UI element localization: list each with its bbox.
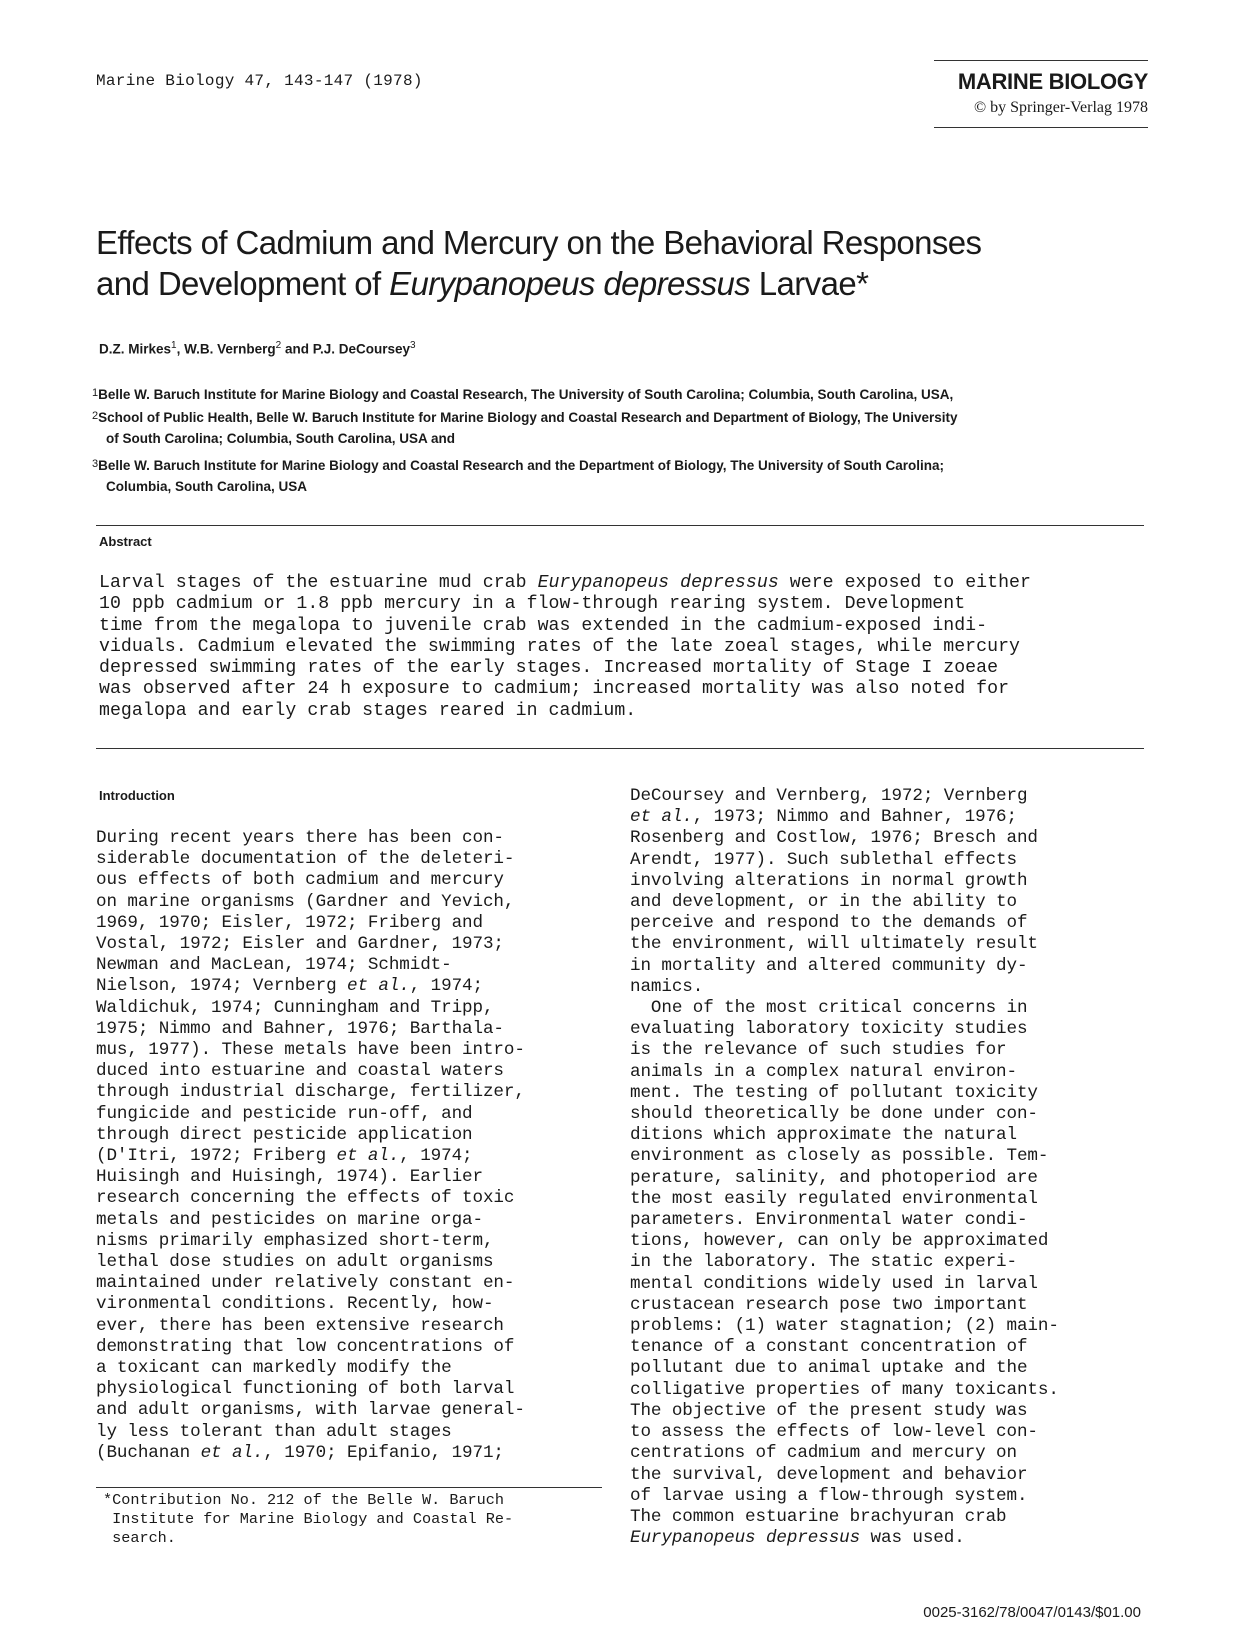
title-line-1: Effects of Cadmium and Mercury on the Behavioral Responses bbox=[96, 224, 982, 261]
author-name: and P.J. DeCoursey bbox=[281, 341, 410, 357]
body-text: was used. bbox=[860, 1528, 965, 1549]
copyright-notice: © by Springer-Verlag 1978 bbox=[973, 99, 1148, 116]
footnote: *Contribution No. 212 of the Belle W. Baruch Institute for Marine Biology and Coastal Re- search. bbox=[103, 1491, 514, 1547]
abstract-bottom-divider bbox=[96, 748, 1144, 749]
journal-masthead bbox=[934, 60, 1148, 128]
footnote-divider bbox=[96, 1487, 602, 1488]
affiliation-mark: 1 bbox=[92, 387, 99, 399]
et-al-italic: et al. bbox=[336, 1146, 400, 1167]
affiliation-mark: 2 bbox=[92, 410, 99, 422]
author-affiliation-mark: 2 bbox=[275, 340, 282, 351]
introduction-left-column bbox=[96, 828, 606, 1464]
et-al-italic: et al. bbox=[630, 807, 693, 828]
body-text: , 1973; Nimmo and Bahner, 1976; Rosenberg and Costlow, 1976; Bresch and Arendt, 1977). Such sublethal effects involving alterations in normal growth and development, or in the ability to perceive and respond to the demands of the environment, will ultimately result in mortality and altered community dy- namics. One of the most critical concerns in evaluating laboratory toxicity studies is the relevance of such studies for animals in a complex natural environ- ment. The testing of pollutant toxicity should theoretically be done under con- ditions which approximate the natural environment as closely as possible. Tem- perature, salinity, and photoperiod are the most easily regulated environmental parameters. Environmental water condi- tions, however, can only be approximated in the laboratory. The static experi- mental conditions widely used in larval crustacean research pose two important problems: (1) water stagnation; (2) main- tenance of a constant concentration of pollutant due to animal uptake and the colligative properties of many toxicants. The objective of the present study was to assess the effects of low-level con- centrations of cadmium and mercury on the survival, development and behavior of larvae using a flow-through system. The common estuarine brachyuran crab bbox=[630, 807, 1059, 1527]
paper-title bbox=[96, 222, 1096, 304]
abstract-text: 10 ppb cadmium or 1.8 ppb mercury in a flow-through rearing system. Development time from the megalopa to juvenile crab was extended in the cadmium-exposed indi- viduals. Cadmium elevated the swimming rates of the late zoeal stages, while mercury depressed swimming rates of the early stages. Increased mortality of Stage I zoeae was observed after 24 h exposure to cadmium; increased mortality was also noted for megalopa and early crab stages reared in cadmium. bbox=[99, 594, 1020, 721]
affiliation-mark: 3 bbox=[92, 458, 99, 470]
journal-name: MARINE BIOLOGY bbox=[957, 69, 1148, 94]
affiliation-3 bbox=[92, 454, 1072, 497]
affiliation-text: Columbia, South Carolina, USA bbox=[106, 479, 308, 494]
body-text: DeCoursey and Vernberg, 1972; Vernberg bbox=[630, 786, 1028, 806]
author-list bbox=[99, 340, 416, 357]
title-line-2-suffix: Larvae* bbox=[750, 265, 869, 302]
journal-citation: Marine Biology 47, 143-147 (1978) bbox=[96, 72, 423, 90]
affiliation-text: School of Public Health, Belle W. Baruch Institute for Marine Biology and Coastal Research and Department of Biology, The University bbox=[98, 410, 958, 425]
title-line-2-prefix: and Development of bbox=[96, 265, 390, 302]
body-text: , 1974; Huisingh and Huisingh, 1974). Earlier research concerning the effects of toxic metals and pesticides on marine orga- nisms primarily emphasized short-term, lethal dose studies on adult organisms maintained under relatively constant en- vironmental conditions. Recently, how- ever, there has been extensive research demonstrating that low concentrations of a toxicant can markedly modify the physiological functioning of both larval and adult organisms, with larvae general- ly less tolerant than adult stages (Buchanan bbox=[96, 1146, 525, 1463]
author-affiliation-mark: 1 bbox=[171, 340, 177, 351]
et-al-italic: et al. bbox=[200, 1442, 264, 1463]
introduction-right-column bbox=[630, 786, 1150, 1549]
affiliation-text: Belle W. Baruch Institute for Marine Biology and Coastal Research, The University of South Carolina; Columbia, South Carolina, USA, bbox=[98, 387, 954, 402]
affiliation-1 bbox=[92, 383, 1072, 405]
body-text: , 1974; Waldichuk, 1974; Cunningham and Tripp, 1975; Nimmo and Bahner, 1976; Barthala- mus, 1977). These metals have been intro- duced into estuarine and coastal waters through industrial discharge, fertilizer, fungicide and pesticide run-off, and through direct pesticide application (D'Itri, 1972; Friberg bbox=[96, 976, 525, 1167]
affiliation-text: of South Carolina; Columbia, South Carolina, USA and bbox=[106, 431, 456, 446]
author-name: D.Z. Mirkes bbox=[99, 341, 172, 357]
title-species: Eurypanopeus depressus bbox=[389, 265, 751, 302]
et-al-italic: et al. bbox=[347, 976, 410, 997]
body-text: During recent years there has been con- siderable documentation of the deleteri- ous effects of both cadmium and mercury on marine organisms (Gardner and Yevich, 1969, 1970; Eisler, 1972; Friberg and Vostal, 1972; Eisler and Gardner, 1973; Newman and MacLean, 1974; Schmidt- Nielson, 1974; Vernberg bbox=[96, 828, 515, 997]
price-code: 0025-3162/78/0047/0143/$01.00 bbox=[923, 1604, 1141, 1621]
species-italic: Eurypanopeus depressus bbox=[630, 1528, 861, 1549]
body-text: , 1970; Epifanio, 1971; bbox=[263, 1442, 504, 1463]
author-name: , W.B. Vernberg bbox=[176, 341, 276, 357]
abstract-body bbox=[99, 573, 1149, 722]
introduction-heading: Introduction bbox=[99, 788, 175, 803]
abstract-text: were exposed to either bbox=[778, 573, 1031, 593]
affiliation-2 bbox=[92, 406, 1072, 449]
abstract-heading: Abstract bbox=[99, 534, 152, 549]
affiliation-text: Belle W. Baruch Institute for Marine Biology and Coastal Research and the Department of Biology, The University of South Carolina; bbox=[98, 458, 944, 473]
abstract-species: Eurypanopeus depressus bbox=[537, 573, 779, 593]
abstract-top-divider bbox=[96, 525, 1144, 526]
author-affiliation-mark: 3 bbox=[410, 340, 416, 351]
abstract-text: Larval stages of the estuarine mud crab bbox=[99, 573, 538, 593]
